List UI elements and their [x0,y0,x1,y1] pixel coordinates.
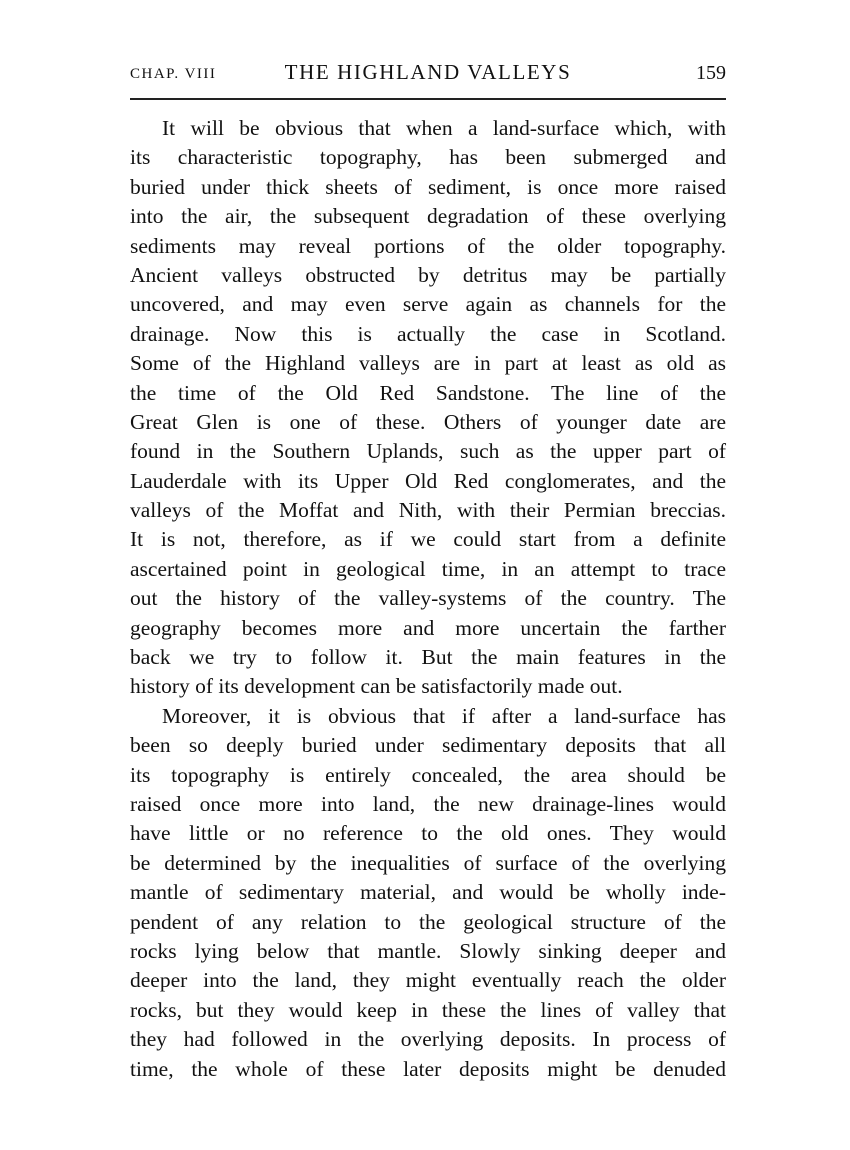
text-line: into the air, the subsequent degradation of these overlying [130,204,726,229]
text-line: raised once more into land, the new drainage-lines would [130,791,726,816]
text-line: be determined by the inequalities of surface of the overlying [130,850,726,875]
text-line: It is not, therefore, as if we could start from a definite [130,527,726,552]
text-line: mantle of sedimentary material, and would be wholly inde- [130,880,726,905]
text-line: out the history of the valley-systems of the country. The [130,586,726,611]
text-line: sediments may reveal portions of the older topography. [130,233,726,258]
text-line: found in the Southern Uplands, such as the upper part of [130,439,726,464]
text-line: its topography is entirely concealed, the area should be [130,762,726,787]
text-line: It will be obvious that when a land-surface which, with [162,116,726,140]
paragraph-1 [130,114,726,702]
chapter-label: CHAP. VIII [130,66,217,82]
text-line: been so deeply buried under sedimentary deposits that all [130,733,726,758]
text-line: its characteristic topography, has been submerged and [130,145,726,170]
text-line: Ancient valleys obstructed by detritus may be partially [130,262,726,287]
text-line: ascertained point in geological time, in an attempt to trace [130,556,726,581]
running-head [130,60,726,90]
page-title: THE HIGHLAND VALLEYS [284,60,572,84]
text-line: Great Glen is one of these. Others of younger date are [130,409,726,434]
page-number: 159 [696,62,726,84]
text-line: deeper into the land, they might eventually reach the older [130,968,726,993]
text-line: geography becomes more and more uncertain the farther [130,615,726,640]
paragraph-2 [130,702,726,1084]
text-line: they had followed in the overlying deposits. In process of [130,1027,726,1052]
text-line: have little or no reference to the old ones. They would [130,821,726,846]
text-line: pendent of any relation to the geological structure of the [130,909,726,934]
text-line: Lauderdale with its Upper Old Red conglomerates, and the [130,468,726,493]
text-line: rocks, but they would keep in these the lines of valley that [130,997,726,1022]
text-line: Moreover, it is obvious that if after a land-surface has [162,703,726,728]
text-line: valleys of the Moffat and Nith, with their Permian breccias. [130,498,726,523]
text-line: back we try to follow it. But the main features in the [130,645,726,670]
text-line: uncovered, and may even serve again as channels for the [130,292,726,317]
text-line: history of its development can be satisfactorily made out. [130,674,623,699]
body-text [130,114,726,1084]
text-line: buried under thick sheets of sediment, is once more raised [130,174,726,199]
text-line: rocks lying below that mantle. Slowly sinking deeper and [130,938,726,963]
text-line: drainage. Now this is actually the case in Scotland. [130,321,726,346]
text-line: time, the whole of these later deposits might be denuded [130,1056,726,1081]
text-line: the time of the Old Red Sandstone. The line of the [130,380,726,405]
text-line: Some of the Highland valleys are in part at least as old as [130,351,726,376]
header-rule [130,98,726,100]
